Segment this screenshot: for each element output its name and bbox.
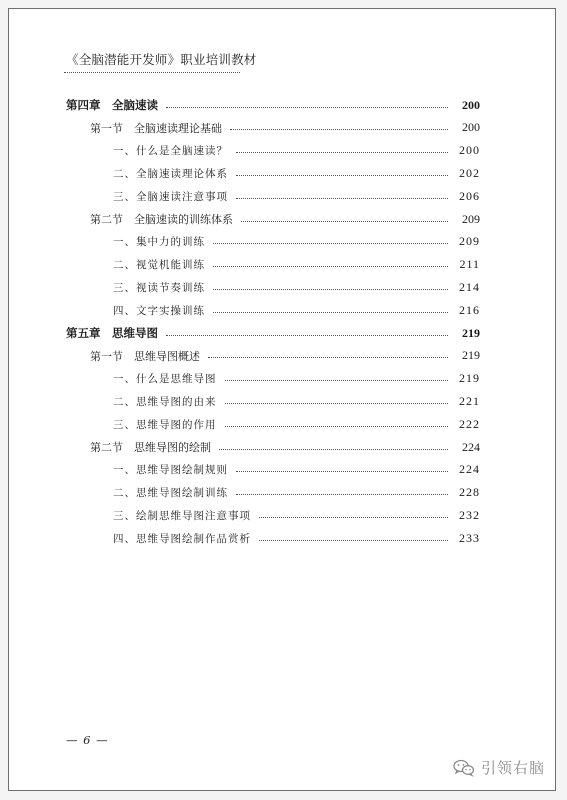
dot-leader xyxy=(213,266,448,267)
dot-leader xyxy=(225,426,449,427)
toc-entry-label: 第二节 思维导图的绘制 xyxy=(90,441,211,454)
dot-leader xyxy=(225,380,449,381)
toc-entry-page-number: 228 xyxy=(459,485,480,500)
toc-entry-section xyxy=(90,209,480,229)
toc-entry-page-number: 233 xyxy=(459,530,480,545)
running-header-title: 《全脑潜能开发师》职业培训教材 xyxy=(66,52,257,67)
wechat-icon xyxy=(453,759,475,777)
toc-entry-section xyxy=(90,437,480,457)
dot-leader xyxy=(236,494,448,495)
toc-entry-item xyxy=(113,369,480,389)
watermark xyxy=(453,757,545,778)
dot-leader xyxy=(166,107,448,108)
toc-entry-label: 四、文字实操训练 xyxy=(113,304,205,317)
toc-entry-label: 第四章 全脑速读 xyxy=(66,98,158,112)
toc-entry-page-number: 219 xyxy=(462,325,480,340)
toc-entry-item xyxy=(113,483,480,503)
toc-entry-label: 二、思维导图的由来 xyxy=(113,395,217,408)
toc-entry-page-number: 219 xyxy=(459,371,480,386)
toc-entry-item xyxy=(113,141,480,161)
toc-entry-label: 三、绘制思维导图注意事项 xyxy=(113,509,251,522)
toc-entry-label: 三、视读节奏训练 xyxy=(113,281,205,294)
toc-entry-item xyxy=(113,505,480,525)
toc-entry-page-number: 219 xyxy=(462,348,480,363)
toc-entry-label: 一、思维导图绘制规则 xyxy=(113,464,228,477)
toc-entry-label: 三、思维导图的作用 xyxy=(113,418,217,431)
footer-page-number: — 6 — xyxy=(66,733,109,747)
toc-entry-page-number: 222 xyxy=(459,416,480,431)
toc-entry-section xyxy=(90,346,480,366)
header-dotted-rule xyxy=(64,72,240,73)
toc-entry-label: 第一节 全脑速读理论基础 xyxy=(90,121,222,135)
toc-entry-page-number: 224 xyxy=(459,462,480,477)
dot-leader xyxy=(259,540,448,541)
toc-entry-page-number: 221 xyxy=(459,393,480,408)
toc-entry-item xyxy=(113,163,480,183)
toc-entry-label: 第一节 思维导图概述 xyxy=(90,349,200,363)
dot-leader xyxy=(236,471,448,472)
toc-entry-label: 第五章 思维导图 xyxy=(66,326,158,340)
dot-leader xyxy=(213,243,448,244)
dot-leader xyxy=(213,289,448,290)
toc-entry-label: 三、全脑速读注意事项 xyxy=(113,190,228,203)
dot-leader xyxy=(225,403,449,404)
toc-entry-page-number: 214 xyxy=(459,279,480,294)
toc-entry-label: 一、集中力的训练 xyxy=(113,236,205,249)
toc-entry-chapter xyxy=(66,95,480,115)
dot-leader xyxy=(219,449,448,450)
toc-entry-page-number: 211 xyxy=(459,257,480,272)
toc-entry-label: 二、全脑速读理论体系 xyxy=(113,167,228,180)
toc-entry-item xyxy=(113,277,480,297)
toc-entry-item xyxy=(113,232,480,252)
toc-entry-page-number: 202 xyxy=(459,165,480,180)
toc-entry-page-number: 232 xyxy=(459,507,480,522)
toc-entry-item xyxy=(113,186,480,206)
toc-entry-label: 二、视觉机能训练 xyxy=(113,259,205,272)
toc-entry-section xyxy=(90,118,480,138)
toc-entry-label: 二、思维导图绘制训练 xyxy=(113,487,228,500)
dot-leader xyxy=(236,198,448,199)
toc-entry-item xyxy=(113,414,480,434)
dot-leader xyxy=(241,221,448,222)
dot-leader xyxy=(259,517,448,518)
dot-leader xyxy=(236,175,448,176)
toc-entry-page-number: 224 xyxy=(462,439,480,454)
toc-entry-page-number: 206 xyxy=(459,188,480,203)
toc-entry-page-number: 200 xyxy=(462,97,480,112)
toc-entry-item xyxy=(113,460,480,480)
dot-leader xyxy=(213,312,448,313)
dot-leader xyxy=(166,335,448,336)
dot-leader xyxy=(236,152,448,153)
watermark-text: 引领右脑 xyxy=(480,759,545,777)
toc-entry-label: 一、什么是思维导图 xyxy=(113,373,217,386)
toc-entry-page-number: 209 xyxy=(459,234,480,249)
toc-entry-page-number: 209 xyxy=(462,211,480,226)
toc-entry-label: 一、什么是全脑速读？ xyxy=(113,145,228,158)
toc-entry-page-number: 216 xyxy=(459,302,480,317)
toc-entry-item xyxy=(113,391,480,411)
toc-entry-label: 四、思维导图绘制作品赏析 xyxy=(113,532,251,545)
dot-leader xyxy=(230,129,448,130)
toc-entry-page-number: 200 xyxy=(459,143,480,158)
toc-entry-label: 第二节 全脑速读的训练体系 xyxy=(90,213,233,226)
toc-entry-chapter xyxy=(66,323,480,343)
toc-entry-page-number: 200 xyxy=(462,120,480,135)
toc-entry-item xyxy=(113,300,480,320)
toc-entry-item xyxy=(113,528,480,548)
dot-leader xyxy=(208,357,448,358)
toc-entry-item xyxy=(113,255,480,275)
